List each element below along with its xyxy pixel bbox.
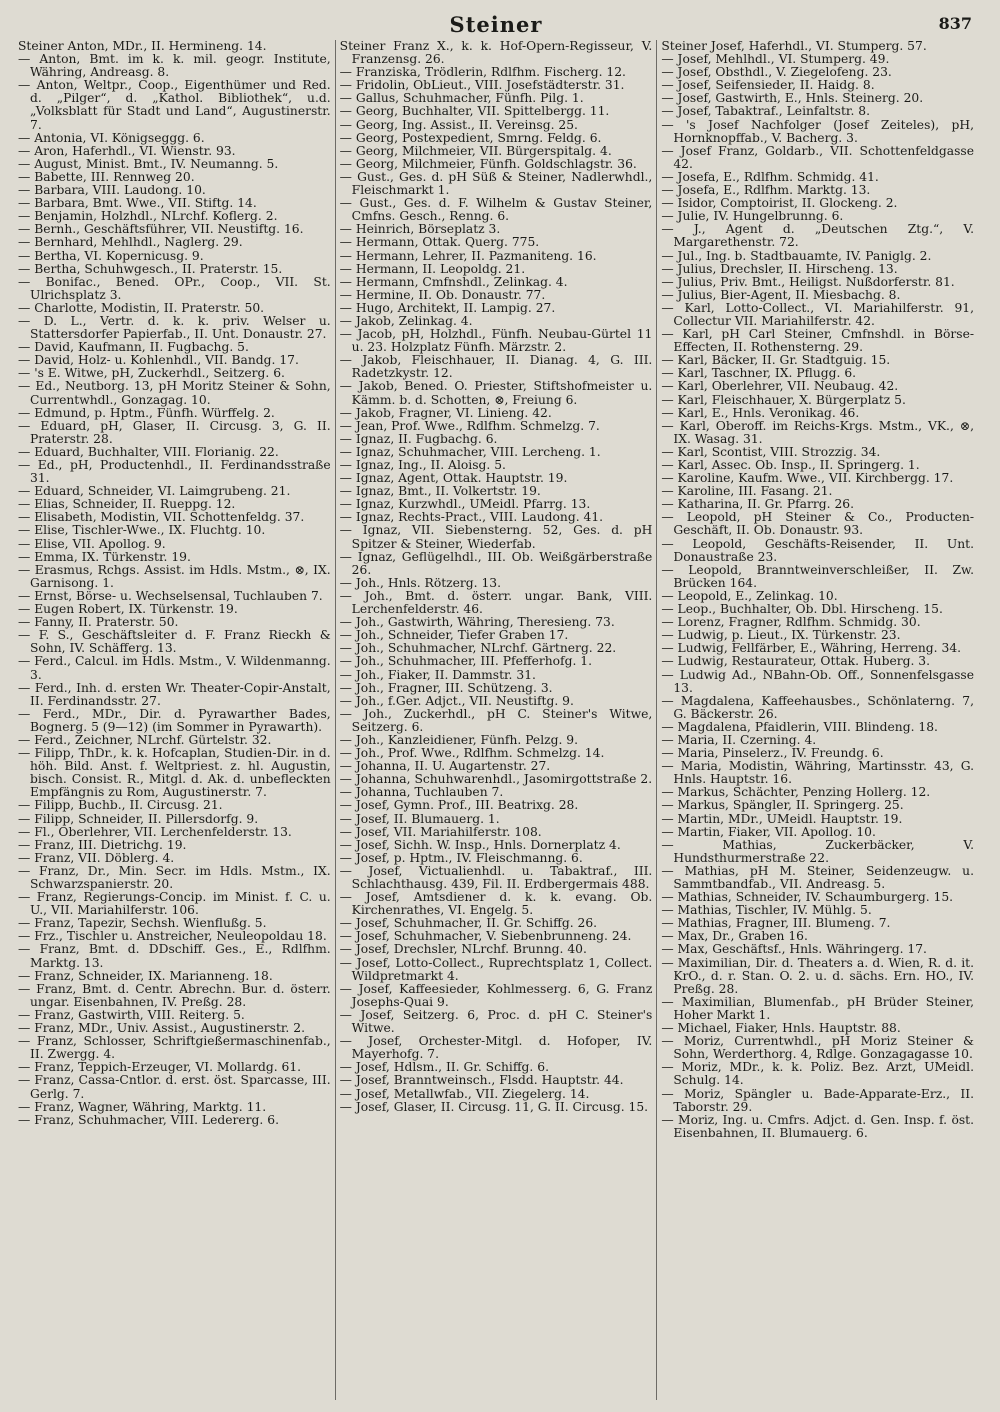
directory-entry: — Ludwig, Restaurateur, Ottak. Huberg. 3. — [661, 654, 931, 669]
directory-entry: — Josef, Kaffeesieder, Kohlmesserg. 6, G. Franz Josephs-Quai 9. — [339, 981, 653, 1009]
directory-entry: — Franziska, Trödlerin, Rdlfhm. Fischerg. 12. — [339, 65, 626, 80]
directory-entry: — Elias, Schneider, II. Rueppg. 12. — [18, 497, 236, 512]
directory-entry: — Josef, Sichh. W. Insp., Hnls. Dornerplatz 4. — [339, 837, 621, 852]
directory-entry: — Jakob, Zelinkag. 4. — [339, 313, 473, 328]
directory-entry: — Katharina, II. Gr. Pfarrg. 26. — [661, 497, 854, 512]
directory-entry: — Jacob, pH, Holzhdl., Fünfh. Neubau-Gürtel 11 u. 23. Holzplatz Fünfh. Märzstr. 2. — [339, 327, 653, 355]
directory-entry: — Johanna, II. U. Augartenstr. 27. — [339, 759, 551, 774]
directory-entry: — Ferd., Zeichner, NLrchf. Gürtelstr. 32. — [18, 732, 272, 747]
directory-entry: — Babette, III. Rennweg 20. — [18, 169, 195, 184]
directory-entry: — Filipp, ThDr., k. k. Hofcaplan, Studien-Dir. in d. höh. Bild. Anst. f. Weltpriest. z. hl. Augustin, bisch. Consist. R., Mitgl. d. Ak. d. unbefleckten Empfängnis zu Rom, Augustinerstr. 7. — [18, 746, 331, 800]
directory-entry: — Karl, Oberoff. im Reichs-Krgs. Mstm., VK., ⊗, IX. Wasag. 31. — [661, 418, 975, 446]
directory-entry: — Georg, Buchhalter, VII. Spittelbergg. 11. — [339, 104, 610, 119]
directory-entry: — Moriz, Currentwhdl., pH Moriz Steiner & Sohn, Werderthorg. 4, Rdlge. Gonzagagasse 10. — [661, 1034, 975, 1062]
directory-entry: — Hermann, Lehrer, II. Pazmaniteng. 16. — [339, 248, 597, 263]
directory-entry: — Franz, MDr., Univ. Assist., Augustinerstr. 2. — [18, 1021, 305, 1036]
directory-entry: — Maximilian, Dir. d. Theaters a. d. Wien, R. d. it. KrO., d. r. Stan. O. 2. u. d. sächs. Ern. HO., IV. Preßg. 28. — [661, 955, 975, 996]
directory-entry: — Bertha, VI. Kopernicusg. 9. — [18, 248, 204, 263]
directory-entry: — Hermann, Cmfnshdl., Zelinkag. 4. — [339, 274, 568, 289]
directory-entry: — August, Minist. Bmt., IV. Neumanng. 5. — [18, 156, 279, 171]
directory-entry: — 's Josef Nachfolger (Josef Zeiteles), pH, Hornknopffab., V. Bacherg. 3. — [661, 117, 975, 145]
directory-entry: — Karl, Fleischhauer, X. Bürgerplatz 5. — [661, 392, 906, 407]
directory-entry: — Franz, VII. Döblerg. 4. — [18, 850, 175, 865]
directory-entry: — Elise, VII. Apollog. 9. — [18, 536, 166, 551]
directory-entry: — Jakob, Bened. O. Priester, Stiftshofmeister u. Kämm. b. d. Schotten, ⊗, Freiung 6. — [339, 379, 653, 407]
directory-entry: — Josef, Schuhmacher, II. Gr. Schiffg. 26. — [339, 916, 598, 931]
directory-entry: — Maximilian, Blumenfab., pH Brüder Steiner, Hoher Markt 1. — [661, 994, 975, 1022]
directory-entry: — Franz, Schlosser, Schriftgießermaschinenfab., II. Zwergg. 4. — [18, 1034, 331, 1062]
directory-entry: — Leopold, E., Zelinkag. 10. — [661, 588, 838, 603]
directory-entry: — Mathias, Zuckerbäcker, V. Hundsthurmerstraße 22. — [661, 837, 975, 865]
directory-entry: — Erasmus, Rchgs. Assist. im Hdls. Mstm., ⊗, IX. Garnisong. 1. — [18, 562, 331, 590]
directory-entry: — Leop., Buchhalter, Ob. Dbl. Hirscheng. 15. — [661, 602, 943, 617]
directory-entry: — Fridolin, ObLieut., VIII. Josefstädterstr. 31. — [339, 78, 625, 93]
column-2 — [336, 40, 658, 1400]
directory-entry: — Josef, Hdlsm., II. Gr. Schiffg. 6. — [339, 1060, 549, 1075]
directory-entry: — Ernst, Börse- u. Wechselsensal, Tuchlauben 7. — [18, 588, 323, 603]
directory-entry: — Josef, Seifensieder, II. Haidg. 8. — [661, 78, 875, 93]
directory-entry: — Josef Franz, Goldarb., VII. Schottenfeldgasse 42. — [661, 143, 975, 171]
directory-entry: — Jean, Prof. Wwe., Rdlfhm. Schmelzg. 7. — [339, 418, 600, 433]
directory-entry: — Jakob, Fragner, VI. Linieng. 42. — [339, 405, 552, 420]
directory-entry: — Josefa, E., Rdlfhm. Schmidg. 41. — [661, 169, 879, 184]
directory-entry: — Franz, Wagner, Währing, Marktg. 11. — [18, 1099, 267, 1114]
directory-entry: — Franz, III. Dietrichg. 19. — [18, 837, 187, 852]
directory-entry: — Maria, Pinselerz., IV. Freundg. 6. — [661, 746, 884, 761]
directory-entry: Steiner Anton, MDr., II. Hermineng. 14. — [18, 40, 267, 53]
directory-entry: — Ferd., Inh. d. ersten Wr. Theater-Copir-Anstalt, II. Ferdinandsstr. 27. — [18, 680, 331, 708]
directory-entry: — Johanna, Schuhwarenhdl., Jasomirgottstraße 2. — [339, 772, 653, 787]
directory-entry: — David, Holz- u. Kohlenhdl., VII. Bandg. 17. — [18, 353, 299, 368]
directory-entry: — Joh., Schneider, Tiefer Graben 17. — [339, 628, 569, 643]
directory-entry: — Eduard, pH, Glaser, II. Circusg. 3, G. II. Praterstr. 28. — [18, 418, 331, 446]
directory-entry: — Josef, Gastwirth, E., Hnls. Steinerg. 20. — [661, 91, 924, 106]
directory-entry: — Karl, Assec. Ob. Insp., II. Springerg. 1. — [661, 458, 920, 472]
directory-entry: — Joh., Hnls. Rötzerg. 13. — [339, 575, 502, 590]
directory-entry: — Karl, E., Hnls. Veronikag. 46. — [661, 405, 860, 420]
directory-entry: — Bertha, Schuhwgesch., II. Praterstr. 15. — [18, 261, 283, 276]
directory-entry: — Anton, Bmt. im k. k. mil. geogr. Institute, Währing, Andreasg. 8. — [18, 52, 331, 80]
directory-entry: Steiner Franz X., k. k. Hof-Opern-Regisseur, V. Franzensg. 26. — [339, 40, 653, 67]
directory-entry: — Joh., Prof. Wwe., Rdlfhm. Schmelzg. 14. — [339, 746, 605, 761]
directory-entry: — F. S., Geschäftsleiter d. F. Franz Rieckh & Sohn, IV. Schäfferg. 13. — [18, 628, 331, 656]
directory-entry: — Frz., Tischler u. Anstreicher, Neuleopoldau 18. — [18, 929, 327, 944]
directory-entry: — J., Agent d. „Deutschen Ztg.“, V. Margarethenstr. 72. — [661, 222, 975, 250]
directory-entry: — Ludwig, Fellfärber, E., Währing, Herreng. 34. — [661, 641, 962, 656]
directory-entry: — Mathias, Tischler, IV. Mühlg. 5. — [661, 903, 872, 918]
page-number: 837 — [938, 14, 972, 33]
directory-entry: — Elisabeth, Modistin, VII. Schottenfeldg. 37. — [18, 510, 305, 525]
directory-entry: — Josef, Seitzerg. 6, Proc. d. pH C. Steiner's Witwe. — [339, 1007, 653, 1036]
directory-entry: — Josef, Victualienhdl. u. Tabaktraf., III. Schlachthausg. 439, Fil. II. Erdbergermais 488. — [339, 863, 653, 891]
directory-entry: — Ignaz, Ing., II. Aloisg. 5. — [339, 458, 506, 472]
directory-entry: — Franz, Teppich-Erzeuger, VI. Mollardg. 61. — [18, 1060, 302, 1075]
directory-entry: — Jul., Ing. b. Stadtbauamte, IV. Paniglg. 2. — [661, 248, 932, 263]
directory-entry: — Fanny, II. Praterstr. 50. — [18, 615, 179, 630]
directory-entry: — Ed., pH, Productenhdl., II. Ferdinandsstraße 31. — [18, 458, 331, 486]
directory-entry: — Max, Geschäftsf., Hnls. Währingerg. 17. — [661, 942, 927, 957]
directory-entry: — Josef, Glaser, II. Circusg. 11, G. II. Circusg. 15. — [339, 1099, 649, 1114]
directory-entry: — Gallus, Schuhmacher, Fünfh. Pilg. 1. — [339, 91, 584, 106]
directory-entry: — Josef, Gymn. Prof., III. Beatrixg. 28. — [339, 798, 579, 813]
directory-entry: — Charlotte, Modistin, II. Praterstr. 50. — [18, 300, 265, 315]
directory-entry: — Julius, Priv. Bmt., Heiligst. Nußdorferstr. 81. — [661, 274, 955, 289]
directory-entry: — Gust., Ges. d. F. Wilhelm & Gustav Steiner, Cmfns. Gesch., Renng. 6. — [339, 196, 653, 224]
directory-entry: — Julius, Drechsler, II. Hirscheng. 13. — [661, 261, 898, 276]
directory-entry: — Markus, Spängler, II. Springerg. 25. — [661, 798, 904, 813]
directory-entry: — Jakob, Fleischhauer, II. Dianag. 4, G. III. Radetzkystr. 12. — [339, 353, 653, 381]
directory-entry: — Eugen Robert, IX. Türkenstr. 19. — [18, 602, 238, 617]
directory-entry: — Max, Dr., Graben 16. — [661, 929, 808, 944]
directory-entry: — Ferd., MDr., Dir. d. Pyrawarther Bades, Bognerg. 5 (9—12) (im Sommer in Pyrawarth). — [18, 706, 331, 734]
directory-entry: — Magdalena, Pfaidlerin, VIII. Blindeng. 18. — [661, 719, 938, 734]
directory-entry: — Georg, Milchmeier, VII. Bürgerspitalg. 4. — [339, 143, 612, 158]
column-3 — [657, 40, 978, 1400]
directory-entry: — Joh., Fragner, III. Schützeng. 3. — [339, 680, 553, 695]
directory-entry: — Josef, Lotto-Collect., Ruprechtsplatz 1, Collect. Wildpretmarkt 4. — [339, 955, 653, 983]
directory-entry: — Karl, Scontist, VIII. Strozzig. 34. — [661, 444, 881, 459]
directory-entry: — Ignaz, Agent, Ottak. Hauptstr. 19. — [339, 471, 568, 486]
directory-entry: — Franz, Cassa-Cntlor. d. erst. öst. Sparcasse, III. Gerlg. 7. — [18, 1073, 331, 1101]
directory-entry: — D. L., Vertr. d. k. k. priv. Welser u. Stattersdorfer Papierfab., II. Unt. Donaustr. 27. — [18, 313, 331, 342]
directory-entry: — Isidor, Comptoirist, II. Glockeng. 2. — [661, 196, 898, 211]
directory-entry: — Joh., Kanzleidiener, Fünfh. Pelzg. 9. — [339, 732, 579, 747]
directory-entry: — Mathias, pH M. Steiner, Seidenzeugw. u. Sammtbandfab., VII. Andreasg. 5. — [661, 863, 975, 891]
directory-entry: — Markus, Schächter, Penzing Hollerg. 12. — [661, 785, 931, 800]
directory-entry: — Josef, Obsthdl., V. Ziegelofeng. 23. — [661, 65, 892, 80]
directory-entry: — Joh., Bmt. d. österr. ungar. Bank, VIII. Lerchenfelderstr. 46. — [339, 588, 653, 617]
directory-entry: — Heinrich, Börseplatz 3. — [339, 222, 501, 237]
directory-entry: — Eduard, Schneider, VI. Laimgrubeng. 21. — [18, 484, 291, 499]
directory-entry: — Karl, Taschner, IX. Pflugg. 6. — [661, 366, 857, 381]
directory-entry: — Benjamin, Holzhdl., NLrchf. Koflerg. 2. — [18, 209, 278, 224]
directory-entry: — Eduard, Buchhalter, VIII. Florianig. 22. — [18, 444, 279, 459]
directory-entry: — Moriz, MDr., k. k. Poliz. Bez. Arzt, UMeidl. Schulg. 14. — [661, 1060, 975, 1088]
directory-entry: — Julius, Bier-Agent, II. Miesbachg. 8. — [661, 287, 901, 302]
directory-entry: — Franz, Bmt. d. DDschiff. Ges., E., Rdlfhm. Marktg. 13. — [18, 942, 331, 970]
directory-entry: — Ignaz, VII. Siebensterng. 52, Ges. d. pH Spitzer & Steiner, Wiederfab. — [339, 523, 653, 551]
page-header — [14, 10, 978, 40]
directory-entry: — Josef, Orchester-Mitgl. d. Hofoper, IV. Mayerhofg. 7. — [339, 1034, 653, 1062]
directory-entry: — Karl, Bäcker, II. Gr. Stadtguig. 15. — [661, 353, 891, 368]
directory-entry: — Josef, Schuhmacher, V. Siebenbrunneng. 24. — [339, 929, 632, 944]
directory-entry: — Magdalena, Kaffeehausbes., Schönlaterng. 7, G. Bäckerstr. 26. — [661, 693, 975, 721]
directory-entry: — Filipp, Schneider, II. Pillersdorfg. 9. — [18, 811, 259, 826]
directory-entry: — Franz, Tapezir, Sechsh. Wienflußg. 5. — [18, 916, 267, 931]
directory-entry: — Franz, Regierungs-Concip. im Minist. f. C. u. U., VII. Mariahilferstr. 106. — [18, 890, 331, 918]
directory-entry: — Josef, p. Hptm., IV. Fleischmanng. 6. — [339, 850, 583, 865]
directory-entry: — Hermann, II. Leopoldg. 21. — [339, 261, 526, 276]
directory-entry: — Bonifac., Bened. OPr., Coop., VII. St. Ulrichsplatz 3. — [18, 274, 331, 302]
directory-entry: — Josef, VII. Mariahilferstr. 108. — [339, 824, 542, 839]
directory-entry: Steiner Josef, Haferhdl., VI. Stumperg. 57. — [661, 40, 927, 53]
directory-columns — [14, 40, 978, 1400]
directory-entry: — Anton, Weltpr., Coop., Eigenthümer und Red. d. „Pilger“, d. „Kathol. Bibliothek“, u.d. „Volksblatt für Stadt und Land“, Augustinerstr. 7. — [18, 78, 331, 132]
directory-entry: — Josef, Metallwfab., VII. Ziegelerg. 14. — [339, 1086, 590, 1101]
directory-entry: — Barbara, Bmt. Wwe., VII. Stiftg. 14. — [18, 196, 257, 211]
directory-entry: — Josefa, E., Rdlfhm. Marktg. 13. — [661, 183, 871, 198]
directory-entry: — Bernh., Geschäftsführer, VII. Neustiftg. 16. — [18, 222, 304, 237]
directory-entry: — Franz, Gastwirth, VIII. Reiterg. 5. — [18, 1007, 245, 1022]
directory-entry: — Martin, MDr., UMeidl. Hauptstr. 19. — [661, 811, 903, 826]
column-1 — [14, 40, 336, 1400]
directory-entry: — Josef, II. Blumauerg. 1. — [339, 811, 500, 826]
directory-entry: — Joh., Zuckerhdl., pH C. Steiner's Witwe, Seitzerg. 6. — [339, 706, 653, 734]
page-title: Steiner — [449, 12, 543, 37]
directory-entry: — Joh., Gastwirth, Währing, Theresieng. 73. — [339, 615, 615, 630]
directory-entry: — Ignaz, Bmt., II. Volkertstr. 19. — [339, 484, 541, 499]
directory-entry: — Karl, Oberlehrer, VII. Neubaug. 42. — [661, 379, 899, 394]
directory-entry: — Leopold, pH Steiner & Co., Producten-Geschäft, II. Ob. Donaustr. 93. — [661, 510, 975, 538]
directory-entry: — Julie, IV. Hungelbrunng. 6. — [661, 209, 844, 224]
directory-entry: — Georg, Postexpedient, Smrng. Feldg. 6. — [339, 130, 602, 145]
directory-entry: — Josef, Drechsler, NLrchf. Brunng. 40. — [339, 942, 587, 957]
directory-entry: — Franz, Schneider, IX. Marianneng. 18. — [18, 968, 273, 983]
directory-entry: — Martin, Fiaker, VII. Apollog. 10. — [661, 824, 876, 839]
directory-entry: — Joh., Schuhmacher, III. Pfefferhofg. 1. — [339, 654, 593, 669]
directory-entry: — Josef, Amtsdiener d. k. k. evang. Ob. Kirchenrathes, VI. Engelg. 5. — [339, 890, 653, 918]
directory-entry: — Fl., Oberlehrer, VII. Lerchenfelderstr. 13. — [18, 824, 292, 839]
directory-entry: — Karoline, III. Fasang. 21. — [661, 484, 833, 499]
directory-entry: — Franz, Bmt. d. Centr. Abrechn. Bur. d. österr. ungar. Eisenbahnen, IV. Preßg. 28. — [18, 981, 331, 1009]
directory-entry: — Ludwig, p. Lieut., IX. Türkenstr. 23. — [661, 628, 901, 643]
directory-entry: — Josef, Branntweinsch., Flsdd. Hauptstr. 44. — [339, 1073, 624, 1088]
directory-entry: — Bernhard, Mehlhdl., Naglerg. 29. — [18, 235, 243, 250]
directory-entry: — Joh., Schuhmacher, NLrchf. Gärtnerg. 22. — [339, 641, 617, 656]
directory-entry: — Lorenz, Fragner, Rdlfhm. Schmidg. 30. — [661, 615, 921, 630]
directory-entry: — Josef, Mehlhdl., VI. Stumperg. 49. — [661, 52, 890, 67]
directory-entry: — Ignaz, II. Fugbachg. 6. — [339, 431, 498, 446]
directory-entry: — Moriz, Ing. u. Cmfrs. Adjct. d. Gen. Insp. f. öst. Eisenbahnen, II. Blumauerg. 6. — [661, 1112, 975, 1140]
directory-entry: — David, Kaufmann, II. Fugbachg. 5. — [18, 340, 249, 355]
directory-entry: — Ignaz, Kurzwhdl., UMeidl. Pfarrg. 13. — [339, 497, 591, 512]
directory-entry: — Aron, Haferhdl., VI. Wienstr. 93. — [18, 143, 236, 158]
directory-entry: — Maria, II. Czerning. 4. — [661, 732, 817, 747]
directory-entry: — Georg, Milchmeier, Fünfh. Goldschlagstr. 36. — [339, 156, 637, 171]
directory-entry: — Hugo, Architekt, II. Lampig. 27. — [339, 300, 556, 315]
directory-entry: — Ferd., Calcul. im Hdls. Mstm., V. Wildenmanng. 3. — [18, 654, 331, 682]
directory-entry: — 's E. Witwe, pH, Zuckerhdl., Seitzerg. 6. — [18, 366, 285, 381]
directory-entry: — Joh., f.Ger. Adjct., VII. Neustiftg. 9. — [339, 693, 574, 708]
directory-entry: — Hermine, II. Ob. Donaustr. 77. — [339, 287, 546, 302]
directory-entry: — Karl, Lotto-Collect., VI. Mariahilferstr. 91, Collectur VII. Mariahilferstr. 42. — [661, 300, 975, 328]
directory-entry: — Mathias, Fragner, III. Blumeng. 7. — [661, 916, 891, 931]
directory-entry: — Franz, Schuhmacher, VIII. Ledererg. 6. — [18, 1112, 279, 1127]
directory-entry: — Maria, Modistin, Währing, Martinsstr. 43, G. Hnls. Hauptstr. 16. — [661, 759, 975, 787]
directory-entry: — Ed., Neutborg. 13, pH Moritz Steiner & Sohn, Currentwhdl., Gonzagag. 10. — [18, 379, 331, 407]
directory-entry: — Georg, Ing. Assist., II. Vereinsg. 25. — [339, 117, 578, 132]
directory-entry: — Antonia, VI. Königseggg. 6. — [18, 130, 205, 145]
directory-entry: — Franz, Dr., Min. Secr. im Hdls. Mstm., IX. Schwarzspanierstr. 20. — [18, 863, 331, 891]
directory-entry: — Filipp, Buchb., II. Circusg. 21. — [18, 798, 223, 813]
directory-entry: — Mathias, Schneider, IV. Schaumburgerg. 15. — [661, 890, 954, 905]
directory-entry: — Leopold, Branntweinverschleißer, II. Zw. Brücken 164. — [661, 562, 975, 590]
directory-entry: — Michael, Fiaker, Hnls. Hauptstr. 88. — [661, 1021, 901, 1036]
directory-entry: — Leopold, Geschäfts-Reisender, II. Unt. Donaustraße 23. — [661, 536, 975, 564]
directory-entry: — Moriz, Spängler u. Bade-Apparate-Erz., II. Taborstr. 29. — [661, 1086, 975, 1114]
directory-entry: — Ignaz, Rechts-Pract., VIII. Laudong. 41. — [339, 510, 604, 525]
directory-entry: — Barbara, VIII. Laudong. 10. — [18, 183, 206, 198]
directory-entry: — Gust., Ges. d. pH Süß & Steiner, Nadlerwhdl., Fleischmarkt 1. — [339, 169, 653, 198]
directory-entry: — Emma, IX. Türkenstr. 19. — [18, 549, 191, 564]
directory-entry: — Ignaz, Geflügelhdl., III. Ob. Weißgärberstraße 26. — [339, 549, 653, 577]
directory-entry: — Joh., Fiaker, II. Dammstr. 31. — [339, 667, 536, 682]
directory-entry: — Josef, Tabaktraf., Leinfaltstr. 8. — [661, 104, 871, 119]
directory-entry: — Ignaz, Schuhmacher, VIII. Lercheng. 1. — [339, 444, 601, 459]
directory-entry: — Edmund, p. Hptm., Fünfh. Würffelg. 2. — [18, 405, 275, 420]
directory-entry: — Hermann, Ottak. Querg. 775. — [339, 235, 540, 250]
directory-entry: — Johanna, Tuchlauben 7. — [339, 785, 504, 800]
directory-entry: — Elise, Tischler-Wwe., IX. Fluchtg. 10. — [18, 523, 266, 538]
directory-entry: — Karl, pH Carl Steiner, Cmfnshdl. in Börse-Effecten, II. Rothensterng. 29. — [661, 327, 975, 355]
directory-entry: — Karoline, Kaufm. Wwe., VII. Kirchbergg. 17. — [661, 471, 954, 486]
directory-entry: — Ludwig Ad., NBahn-Ob. Off., Sonnenfelsgasse 13. — [661, 667, 975, 695]
